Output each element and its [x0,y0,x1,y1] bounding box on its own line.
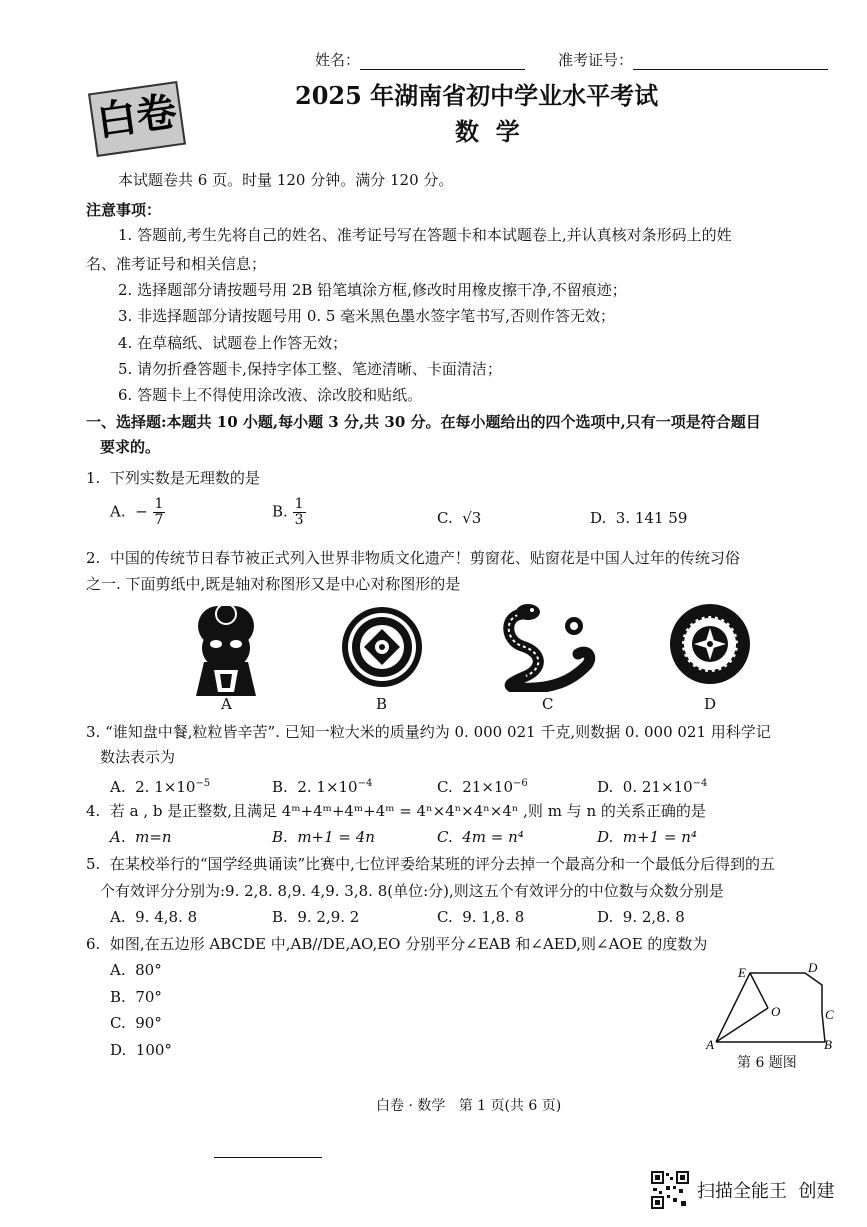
papercut-opera-mask-image [190,600,262,698]
footer-rule [214,1157,322,1158]
q3-line-1: 3. “谁知盘中餐,粒粒皆辛苦”. 已知一粒大米的质量约为 0. 000 021 千克,则数据 0. 000 021 用科学记 [86,723,771,741]
note-2: 2. 选择题部分请按题号用 2B 铅笔填涂方框,修改时用橡皮擦干净,不留痕迹； [118,281,627,299]
note-4: 4. 在草稿纸、试题卷上作答无效； [118,334,348,352]
name-blank [360,53,525,70]
q6-option-a: A. 80° [110,961,162,979]
section-1-heading: 一、选择题:本题共 10 小题,每小题 3 分,共 30 分。在每小题给出的四个选项中,只有一项是符合题目 [86,413,761,431]
note-3: 3. 非选择题部分请按题号用 0. 5 毫米黑色墨水签字笔书写,否则作答无效； [118,307,616,325]
q1-option-a: A. − $\frac{1}{7}$ [110,496,164,528]
q6-option-d: D. 100° [110,1041,172,1059]
point-label-d: D [808,960,818,975]
q3-option-d: D. 0. $21\times 10^{-4}$ [597,778,708,796]
point-label-o: O [771,1004,781,1019]
papercut-label-d: D [704,695,717,713]
q1-b-fraction: $\frac{1}{3}$ [294,496,304,528]
q3-option-a: A. 2. $1\times 10^{-5}$ [110,778,211,796]
papercut-label-c: C [542,695,554,713]
white-paper-stamp: 白卷 [88,81,186,157]
q5-option-a: A. 9. 4,8. 8 [110,908,198,926]
note-1: 1. 答题前,考生先将自己的姓名、准考证号写在答题卡和本试题卷上,并认真核对条形码上的姓 [118,226,732,244]
q5-option-b: B. 9. 2,9. 2 [272,908,360,926]
scanner-watermark: 扫描全能王 创建 [697,1181,835,1202]
id-label: 准考证号： [558,51,634,69]
papercut-round-pattern-image [340,605,424,689]
q5-option-c: C. 9. 1,8. 8 [437,908,525,926]
q2-line-2: 之一. 下面剪纸中,既是轴对称图形又是中心对称图形的是 [86,575,461,593]
q5-line-1: 5. 在某校举行的“国学经典诵读”比赛中,七位评委给某班的评分去掉一个最高分和一个最低分后得到的五 [86,855,775,873]
q3-option-c: C. $21\times 10^{-6}$ [437,778,528,796]
intro-text: 本试题卷共 6 页。时量 120 分钟。满分 120 分。 [118,171,454,189]
point-label-c: C [825,1007,834,1022]
q3-option-b: B. 2. $1\times 10^{-4}$ [272,778,373,796]
q4-option-d: D. m+1 = n⁴ [597,828,697,846]
q2-line-1: 2. 中国的传统节日春节被正式列入世界非物质文化遗产！剪窗花、贴窗花是中国人过年的传统习俗 [86,549,740,567]
subject-title: 数 学 [455,117,520,146]
q3-line-2: 数法表示为 [100,748,176,766]
papercut-lace-circle-image [668,602,752,686]
segment-eo [750,973,768,1008]
q6-figure-caption: 第 6 题图 [737,1055,797,1071]
note-6: 6. 答题卡上不得使用涂改液、涂改胶和贴纸。 [118,386,423,404]
papercut-snake-image [494,600,604,692]
note-1-cont: 名、准考证号和相关信息； [86,255,267,273]
q1-option-b: B. $\frac{1}{3}$ [272,496,304,528]
name-field [315,50,525,70]
q6-stem: 6. 如图,在五边形 ABCDE 中,AB//DE,AO,EO 分别平分∠EAB 和∠AED,则∠AOE 的度数为 [86,935,708,953]
note-5: 5. 请勿折叠答题卡,保持字体工整、笔迹清晰、卡面清洁； [118,360,502,378]
papercut-label-b: B [376,695,388,713]
q4-stem: 4. 若 a , b 是正整数,且满足 4ᵐ+4ᵐ+4ᵐ+4ᵐ = 4ⁿ×4ⁿ×4ⁿ×4ⁿ ,则 m 与 n 的关系正确的是 [86,802,706,820]
q1-option-c: C. √3 [437,509,482,527]
q4-option-a: A. m=n [110,828,172,846]
point-label-e: E [738,965,746,980]
section-1-heading-cont: 要求的。 [100,438,161,456]
q1-option-d: D. 3. 141 59 [590,509,688,527]
q4-option-b: B. m+1 = 4n [272,828,375,846]
q6-option-b: B. 70° [110,988,162,1006]
point-label-a: A [706,1037,714,1052]
q6-option-c: C. 90° [110,1014,162,1032]
name-label: 姓名： [315,51,361,69]
point-label-b: B [824,1037,832,1052]
q5-line-2: 个有效评分分别为:9. 2,8. 8,9. 4,9. 3,8. 8(单位:分),则这五个有效评分的中位数与众数分别是 [100,882,724,900]
id-blank [633,53,828,70]
notes-title: 注意事项： [86,201,162,219]
q1-stem: 1. 下列实数是无理数的是 [86,469,260,487]
exam-title: 2025 年湖南省初中学业水平考试 [295,81,659,110]
papercut-label-a: A [221,695,232,713]
qr-code-icon [651,1171,689,1209]
q4-option-c: C. 4m = n⁴ [437,828,524,846]
q5-option-d: D. 9. 2,8. 8 [597,908,685,926]
q1-a-fraction: $\frac{1}{7}$ [154,496,164,528]
q6-pentagon-figure [700,955,840,1055]
id-field [558,50,828,70]
page-footer: 白卷 · 数学 第 1 页(共 6 页) [376,1098,562,1114]
